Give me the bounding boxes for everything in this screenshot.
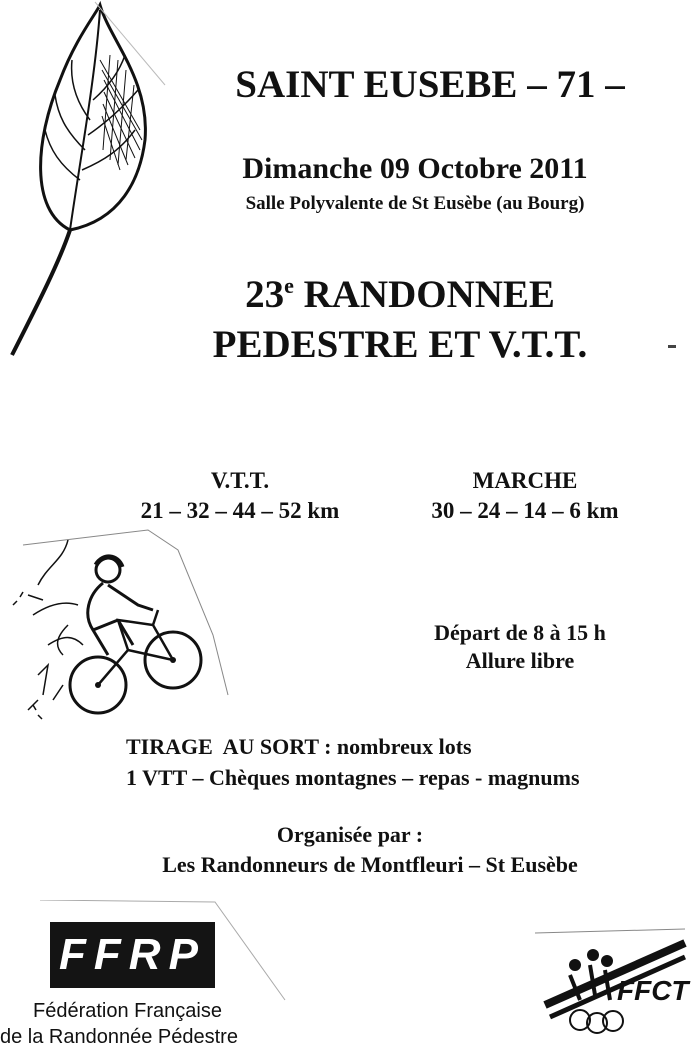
event-heading-line2: PEDESTRE ET V.T.T. [212,323,588,366]
cyclist-illustration [8,525,233,725]
event-number-suffix: e [284,273,294,298]
event-heading-line1 [150,272,650,317]
ffrp-badge: FFRP [50,922,215,988]
speck-mark [668,345,676,348]
event-date: Dimanche 09 Octobre 2011 [242,152,588,185]
depart-time: Départ de 8 à 15 h [434,620,606,645]
organizer-label: Organisée par : [276,822,424,847]
ffrp-logo [0,900,290,1048]
ffrp-line1: Fédération Française [33,1000,222,1022]
vtt-label: V.T.T. [210,468,270,493]
vtt-distances: 21 – 32 – 44 – 52 km [140,498,340,523]
organizer-name: Les Randonneurs de Montfleuri – St Eusèbe [162,852,578,877]
allure-info: Allure libre [465,648,575,673]
event-number: 23 [245,273,285,316]
ffct-logo [535,925,695,1042]
leaf-illustration [0,0,175,370]
ffct-text: FFCT [617,975,689,1006]
event-venue: Salle Polyvalente de St Eusèbe (au Bourg) [245,193,585,214]
marche-distances: 30 – 24 – 14 – 6 km [431,498,619,523]
ffrp-line2: de la Randonnée Pédestre [0,1026,238,1048]
marche-label: MARCHE [472,468,578,493]
raffle-line2: 1 VTT – Chèques montagnes – repas - magnums [126,765,580,790]
event-line1: RANDONNEE [303,273,555,316]
raffle-line1: TIRAGE AU SORT : nombreux lots [126,734,472,759]
page-title: SAINT EUSEBE – 71 – [235,63,625,106]
